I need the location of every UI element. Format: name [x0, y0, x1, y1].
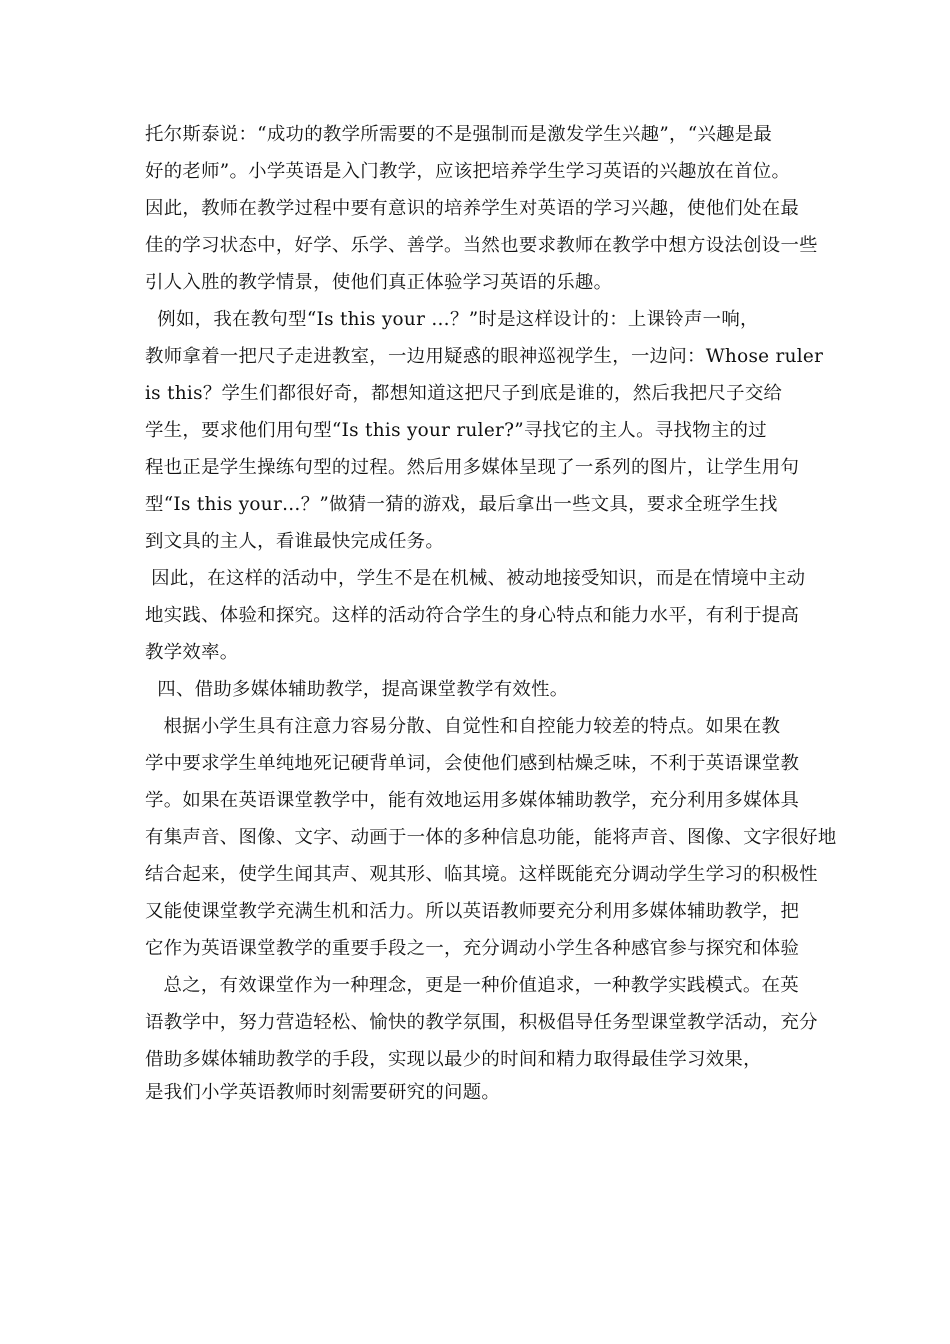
text-line: 引人入胜的教学情景，使他们真正体验学习英语的乐趣。: [145, 272, 613, 293]
text-line: 因此，教师在教学过程中要有意识的培养学生对英语的学习兴趣，使他们处在最: [145, 198, 800, 219]
text-line: 到文具的主人，看谁最快完成任务。: [145, 531, 445, 552]
text-line: 学中要求学生单纯地死记硬背单词，会使他们感到枯燥乏味，不利于英语课堂教: [145, 753, 800, 774]
text-line: 结合起来，使学生闻其声、观其形、临其境。这样既能充分调动学生学习的积极性: [145, 864, 818, 885]
text-line: 学。如果在英语课堂教学中，能有效地运用多媒体辅助教学，充分利用多媒体具: [145, 790, 800, 811]
text-line: 语教学中，努力营造轻松、愉快的教学氛围，积极倡导任务型课堂教学活动，充分: [145, 1012, 818, 1033]
text-line: 程也正是学生操练句型的过程。然后用多媒体呈现了一系列的图片，让学生用句: [145, 457, 800, 478]
text-line: 它作为英语课堂教学的重要手段之一，充分调动小学生各种感官参与探究和体验: [145, 938, 800, 959]
text-line: 教师拿着一把尺子走进教室，一边用疑惑的眼神巡视学生，一边问：Whose ruler: [145, 346, 824, 367]
text-line: 地实践、体验和探究。这样的活动符合学生的身心特点和能力水平，有利于提高: [145, 605, 800, 626]
text-line: 借助多媒体辅助教学的手段，实现以最少的时间和精力取得最佳学习效果，: [145, 1049, 762, 1070]
text-line: 例如，我在教句型“Is this your …？”时是这样设计的：上课铃声一响，: [145, 309, 759, 330]
text-line: 型“Is this your…？”做猜一猜的游戏，最后拿出一些文具，要求全班学生找: [145, 494, 778, 515]
text-line: 又能使课堂教学充满生机和活力。所以英语教师要充分利用多媒体辅助教学，把: [145, 901, 800, 922]
text-line: 佳的学习状态中，好学、乐学、善学。当然也要求教师在教学中想方设法创设一些: [145, 235, 818, 256]
text-line: 总之，有效课堂作为一种理念，更是一种价值追求，一种教学实践模式。在英: [145, 975, 799, 996]
text-line: 有集声音、图像、文字、动画于一体的多种信息功能，能将声音、图像、文字很好地: [145, 827, 837, 848]
section-heading: 四、借助多媒体辅助教学，提高课堂教学有效性。: [145, 679, 569, 700]
text-line: is this？学生们都很好奇，都想知道这把尺子到底是谁的，然后我把尺子交给: [145, 383, 783, 404]
text-line: 好的老师”。小学英语是入门教学，应该把培养学生学习英语的兴趣放在首位。: [145, 161, 791, 182]
text-line: 根据小学生具有注意力容易分散、自觉性和自控能力较差的特点。如果在教: [145, 716, 781, 737]
text-line: 是我们小学英语教师时刻需要研究的问题。: [145, 1082, 501, 1103]
text-line: 教学效率。: [145, 642, 239, 663]
text-line: 学生，要求他们用句型“Is this your ruler?”寻找它的主人。寻找物主的过: [145, 420, 767, 441]
text-line: 托尔斯泰说：“成功的教学所需要的不是强制而是激发学生兴趣”，“兴趣是最: [145, 124, 773, 145]
text-line: 因此，在这样的活动中，学生不是在机械、被动地接受知识，而是在情境中主动: [145, 568, 806, 589]
